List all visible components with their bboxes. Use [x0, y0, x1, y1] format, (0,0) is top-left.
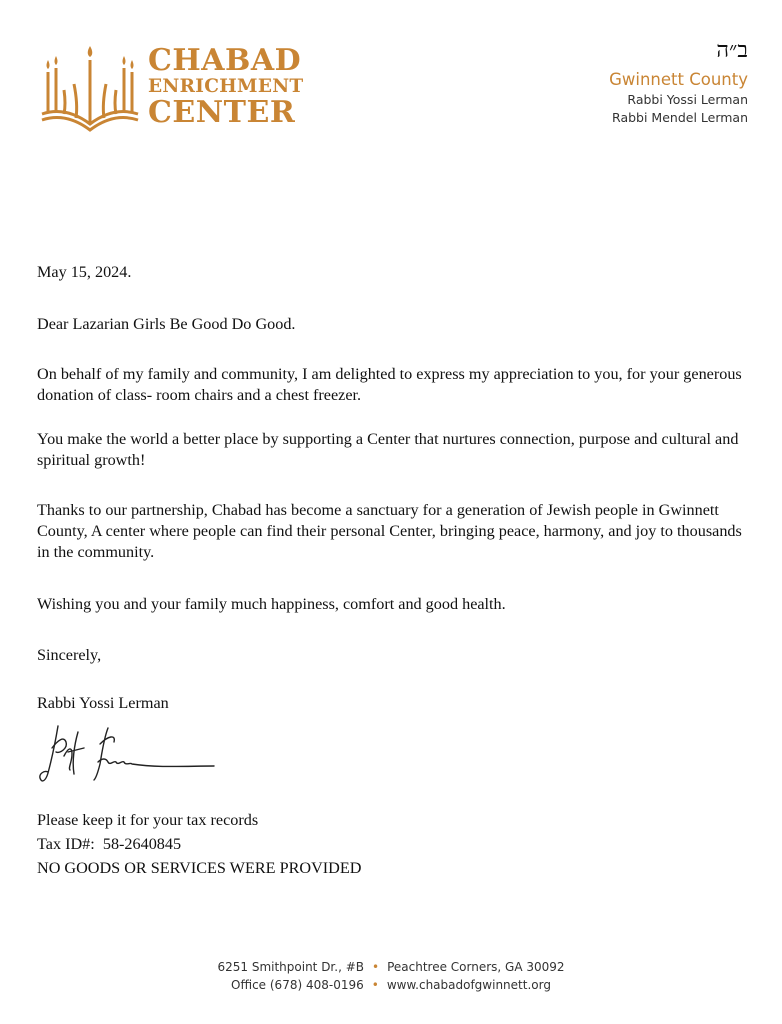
logo-line-center: CENTER	[148, 94, 296, 130]
logo-wordmark	[148, 43, 304, 130]
letter-closing: Sincerely,	[37, 646, 102, 664]
footer-street: 6251 Smithpoint Dr., #B	[217, 960, 364, 974]
letter-paragraph-3: Thanks to our partnership, Chabad has become a sanctuary for a generation of Jewish people in Gwinnett County, A center where people can find their personal Center, bringing peace, harmony, and joy to thousands in the community.	[37, 501, 742, 561]
tax-id-label: Tax ID#:	[37, 835, 95, 853]
footer-city: Peachtree Corners, GA 30092	[387, 960, 565, 974]
menorah-book-icon	[38, 44, 143, 132]
footer-phone: Office (678) 408-0196	[231, 978, 364, 992]
handwritten-signature	[38, 718, 218, 795]
hebrew-abbreviation: ב״ה	[716, 38, 748, 63]
letter-paragraph-4: Wishing you and your family much happiness, comfort and good health.	[37, 595, 506, 613]
tax-id-line	[37, 834, 757, 855]
letterhead-contact	[609, 40, 748, 128]
footer-contact	[0, 978, 782, 992]
letter-paragraph-1: On behalf of my family and community, I am delighted to express my appreciation to you, for your generous donation of class- room chairs and a chest freezer.	[37, 365, 742, 404]
signer-name: Rabbi Yossi Lerman	[37, 694, 169, 712]
rabbi-name-2: Rabbi Mendel Lerman	[612, 110, 748, 126]
letter-date: May 15, 2024.	[37, 263, 132, 281]
logo-line-enrichment: ENRICHMENT	[148, 76, 304, 97]
bullet-separator: •	[371, 978, 379, 992]
tax-records-note: Please keep it for your tax records	[37, 811, 259, 829]
logo-line-chabad: CHABAD	[148, 43, 302, 78]
county-name: Gwinnett County	[609, 70, 748, 89]
chabad-logo	[38, 43, 304, 134]
footer-address	[0, 960, 782, 974]
footer-website: www.chabadofgwinnett.org	[386, 978, 551, 992]
letter-salutation: Dear Lazarian Girls Be Good Do Good.	[37, 315, 296, 333]
bullet-separator: •	[372, 960, 380, 974]
rabbi-name-1: Rabbi Yossi Lerman	[627, 91, 748, 107]
no-goods-disclaimer: NO GOODS OR SERVICES WERE PROVIDED	[37, 859, 362, 877]
letter-paragraph-2: You make the world a better place by supporting a Center that nurtures connection, purpose and cultural and spiritual growth!	[37, 430, 739, 469]
tax-id-value: 58-2640845	[102, 835, 182, 853]
